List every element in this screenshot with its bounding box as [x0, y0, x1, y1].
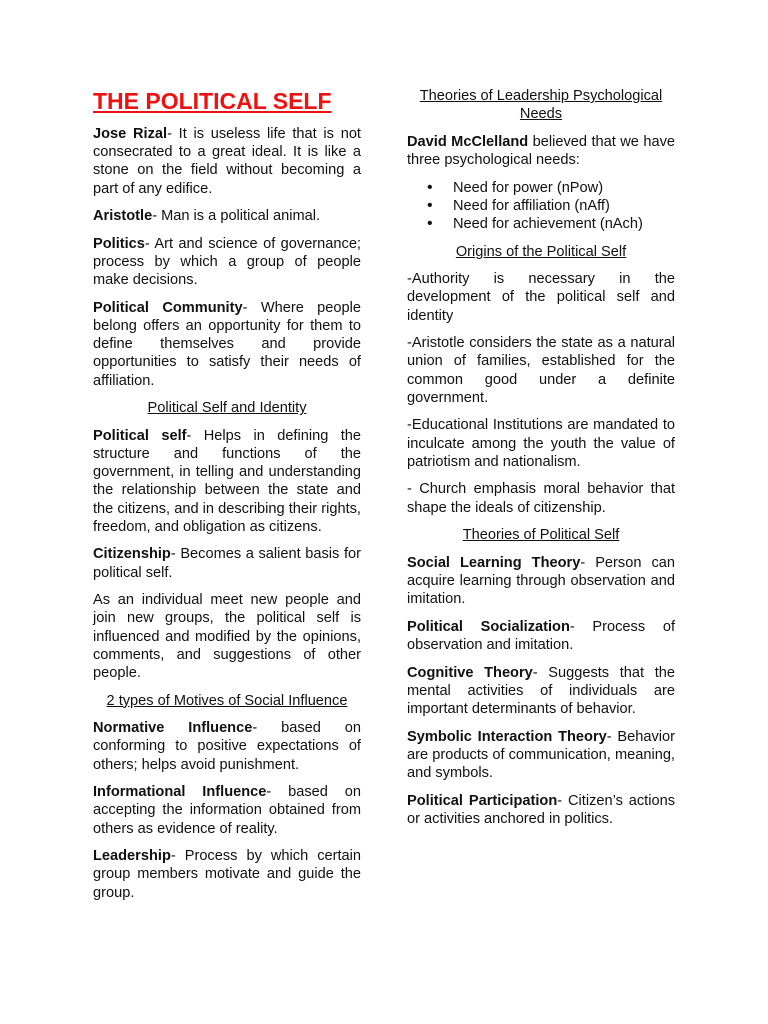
definition-politics: - Art and science of governance; process by which a group of people make decisions.	[93, 235, 361, 289]
term-aristotle: Aristotle	[93, 208, 153, 225]
definition-political-self: - Helps in defining the structure and functions of the government, in telling and understanding the relationship between the state and the citizens, and in describing their rights, freedom, and obligation as citizens.	[93, 427, 361, 535]
term-social-learning-theory: Social Learning Theory	[407, 554, 581, 571]
term-political-socialization: Political Socialization	[407, 618, 570, 635]
definition-political-socialization: - Process of observation and imitation.	[407, 618, 675, 653]
term-politics: Politics	[93, 235, 145, 252]
heading-origins-political-self: Origins of the Political Self	[455, 243, 627, 260]
term-informational-influence: Informational Influence	[93, 784, 267, 801]
term-political-participation: Political Participation	[407, 792, 558, 809]
term-normative-influence: Normative Influence	[93, 720, 253, 737]
definition-political-participation: - Citizen’s actions or activities anchored in politics.	[407, 792, 676, 827]
paragraph-informational-influence	[93, 783, 361, 838]
term-leadership: Leadership	[93, 848, 171, 865]
heading-political-self-and-identity: Political Self and Identity	[147, 400, 307, 417]
definition-cognitive-theory: - Suggests that the mental activities of individuals are important determinants of behavior.	[407, 664, 675, 717]
term-political-community: Political Community	[93, 299, 243, 316]
paragraph-political-socialization	[407, 618, 675, 654]
paragraph-jose-rizal	[93, 125, 361, 198]
definition-political-community: - Where people belong offers an opportunity for them to define themselves and provide opportunities to satisfy their needs of affiliation.	[93, 299, 361, 389]
paragraph-aristotle-state: -Aristotle considers the state as a natural union of families, established for the common good under a definite government.	[407, 335, 675, 406]
list-item-need-power: • Need for power (nPow)	[407, 179, 675, 197]
definition-social-learning-theory: - Person can acquire learning through observation and imitation.	[407, 554, 675, 608]
left-column	[93, 86, 361, 911]
term-symbolic-interaction-theory: Symbolic Interaction Theory	[407, 728, 607, 745]
definition-aristotle: - Man is a political animal.	[152, 208, 321, 225]
paragraph-political-community	[93, 299, 361, 390]
paragraph-political-self	[93, 427, 361, 536]
heading-leadership-psychological-needs: Theories of Leadership Psychological Needs	[419, 88, 663, 123]
definition-symbolic-interaction-theory: - Behavior are products of communication, meaning, and symbols.	[407, 728, 676, 781]
term-david-mcclelland: David McClelland	[407, 133, 529, 150]
definition-jose-rizal: - It is useless life that is not consecrated to a great ideal. It is like a stone on the field without becoming a part of any edifice.	[93, 126, 361, 197]
term-political-self: Political self	[93, 427, 187, 444]
paragraph-political-participation	[407, 792, 675, 828]
paragraph-church: - Church emphasis moral behavior that shape the ideals of citizenship.	[407, 481, 675, 516]
list-item-need-affiliation: • Need for affiliation (nAff)	[407, 197, 675, 215]
definition-leadership: - Process by which certain group members motivate and guide the group.	[93, 848, 361, 901]
paragraph-normative-influence	[93, 719, 361, 774]
heading-theories-political-self: Theories of Political Self	[462, 527, 620, 544]
definition-informational-influence: - based on accepting the information obtained from others as evidence of reality.	[93, 784, 361, 837]
paragraph-symbolic-interaction-theory	[407, 728, 675, 783]
right-column	[407, 86, 675, 837]
paragraph-cognitive-theory	[407, 664, 675, 719]
list-item-need-achievement: • Need for achievement (nAch)	[407, 215, 675, 233]
term-citizenship: Citizenship	[93, 546, 171, 563]
page-title: THE POLITICAL SELF	[93, 88, 332, 114]
definition-citizenship: - Becomes a salient basis for political self.	[93, 546, 361, 581]
paragraph-david-mcclelland	[407, 133, 675, 169]
paragraph-educational-institutions: -Educational Institutions are mandated to inculcate among the youth the value of patriotism and nationalism.	[407, 417, 675, 470]
paragraph-aristotle	[93, 207, 361, 225]
heading-motives-social-influence: 2 types of Motives of Social Influence	[106, 692, 348, 709]
needs-list	[407, 179, 675, 234]
definition-normative-influence: - based on conforming to positive expectations of others; helps avoid punishment.	[93, 720, 361, 773]
term-jose-rizal: Jose Rizal	[93, 126, 168, 142]
paragraph-politics	[93, 235, 361, 290]
paragraph-individual-influence: As an individual meet new people and join new groups, the political self is influenced and modified by the opinions, comments, and suggestions of other people.	[93, 592, 361, 682]
paragraph-authority: -Authority is necessary in the development of the political self and identity	[407, 271, 675, 324]
term-cognitive-theory: Cognitive Theory	[407, 664, 533, 681]
definition-david-mcclelland: believed that we have three psychological needs:	[407, 133, 675, 168]
paragraph-leadership	[93, 847, 361, 902]
paragraph-citizenship	[93, 545, 361, 581]
paragraph-social-learning-theory	[407, 554, 675, 609]
